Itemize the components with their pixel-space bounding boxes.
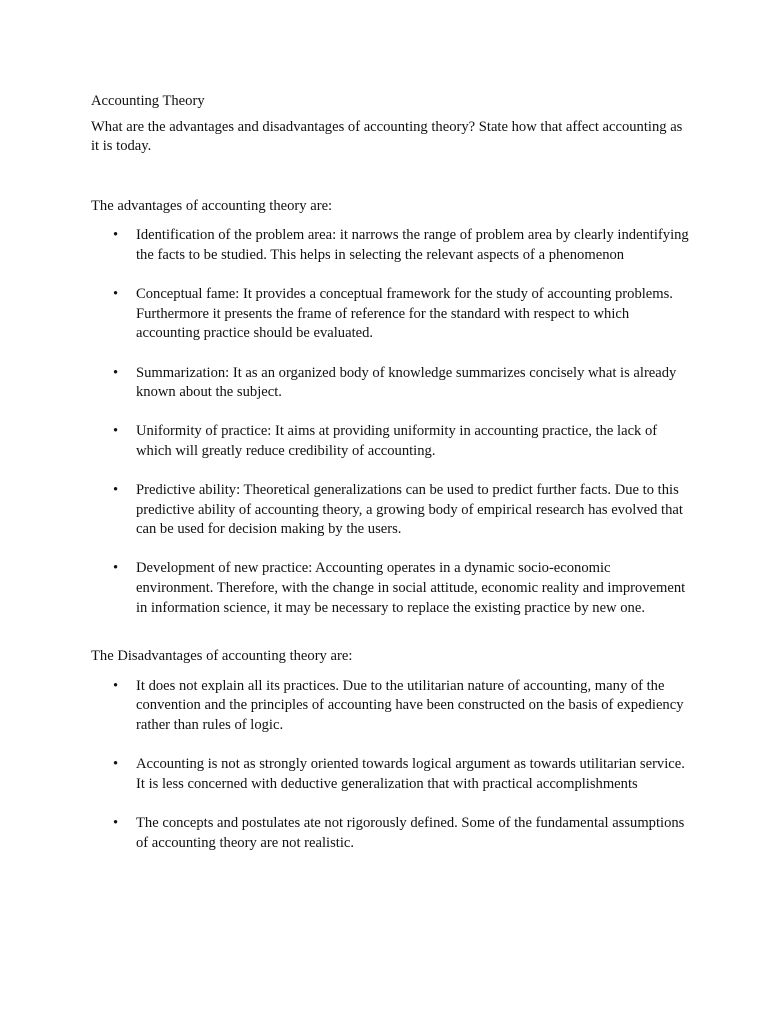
advantages-heading: The advantages of accounting theory are:: [91, 197, 333, 214]
list-item: [91, 481, 691, 540]
document-page: [91, 92, 691, 873]
list-item-text: The concepts and postulates ate not rigorously defined. Some of the fundamental assumptions of accounting theory are not realistic.: [136, 815, 685, 851]
list-item: [91, 226, 691, 265]
bullet-icon: •: [113, 227, 119, 244]
document-title: Accounting Theory: [91, 93, 205, 109]
bullet-icon: •: [113, 364, 119, 381]
bullet-icon: •: [113, 756, 119, 773]
bullet-icon: •: [113, 423, 119, 440]
disadvantages-list: [91, 677, 691, 853]
list-item-text: Accounting is not as strongly oriented towards logical argument as towards utilitarian service. It is less concerned with deductive generalization that with practical accomplishments: [136, 756, 685, 792]
bullet-icon: •: [113, 677, 119, 694]
list-item: [91, 755, 691, 794]
list-item: [91, 677, 691, 736]
list-item-text: Summarization: It as an organized body of knowledge summarizes concisely what is already known about the subject.: [136, 364, 677, 401]
list-item: [91, 364, 691, 403]
bullet-icon: •: [113, 482, 119, 499]
list-item: [91, 814, 691, 853]
list-item-text: Predictive ability: Theoretical generalizations can be used to predict further facts. Due to this predictive ability of accounting theory, a growing body of empirical research has evolved that can be used for decision making by the users.: [136, 482, 683, 538]
list-item: [91, 559, 691, 618]
list-item-text: Development of new practice: Accounting operates in a dynamic socio-economic environment. Therefore, with the change in social attitude, economic reality and improvement in information science, it may be necessary to replace the existing practice by new one.: [136, 560, 686, 616]
bullet-icon: •: [113, 286, 119, 303]
list-item: [91, 285, 691, 344]
bullet-icon: •: [113, 815, 119, 831]
list-item-text: It does not explain all its practices. Due to the utilitarian nature of accounting, many of the convention and the principles of accounting have been constructed on the basis of expediency rather than rules of logic.: [136, 677, 684, 734]
list-item-text: Identification of the problem area: it narrows the range of problem area by clearly indentifying the facts to be studied. This helps in selecting the relevant aspects of a phenomenon: [136, 227, 689, 263]
disadvantages-heading: The Disadvantages of accounting theory are:: [91, 648, 353, 665]
advantages-list: [91, 226, 691, 618]
bullet-icon: •: [113, 560, 119, 577]
list-item: [91, 422, 691, 461]
question-text: What are the advantages and disadvantages of accounting theory? State how that affect accounting as it is today.: [91, 118, 683, 155]
list-item-text: Uniformity of practice: It aims at providing uniformity in accounting practice, the lack of which will greatly reduce credibility of accounting.: [136, 423, 658, 459]
list-item-text: Conceptual fame: It provides a conceptual framework for the study of accounting problems. Furthermore it presents the frame of reference for the standard with respect to which accounting practice should be evaluated.: [136, 286, 673, 342]
